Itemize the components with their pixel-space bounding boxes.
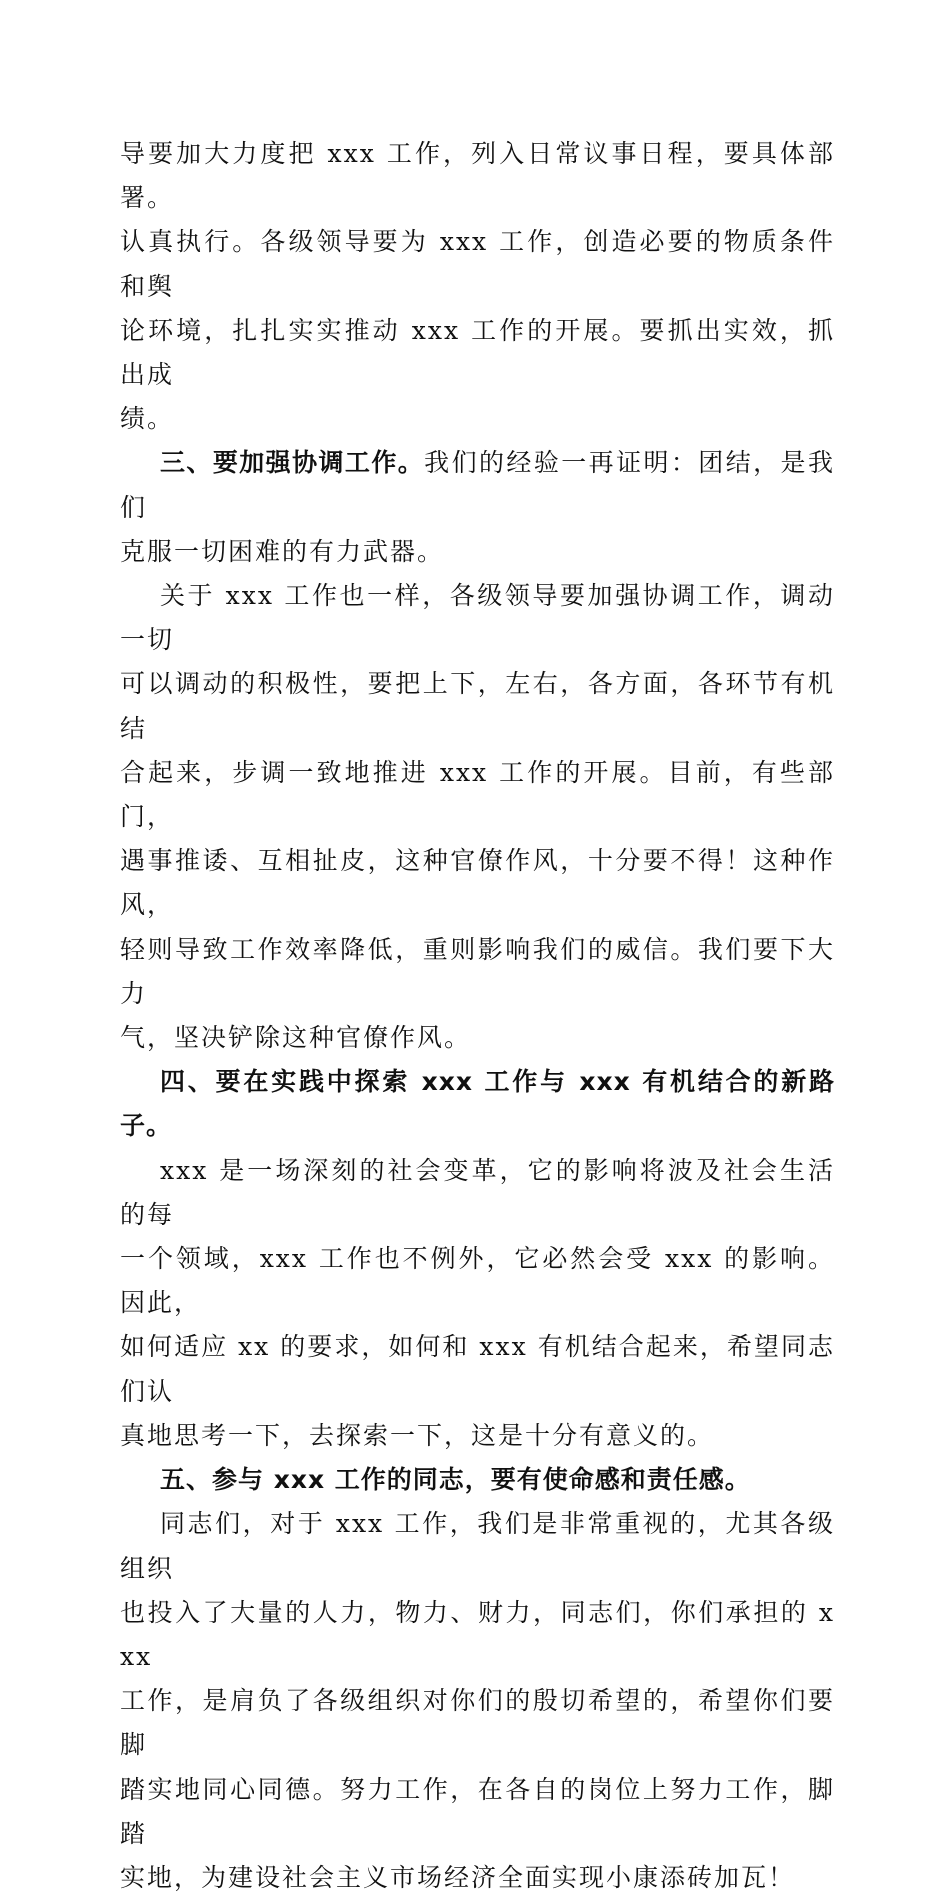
text-line: 工作，是肩负了各级组织对你们的殷切希望的，希望你们要脚	[120, 1686, 835, 1760]
text-line: 论环境，扎扎实实推动 xxx 工作的开展。要抓出实效，抓出成	[120, 315, 835, 390]
text-line: 绩。	[120, 404, 175, 434]
text-line: 我们的经验一再证明：团结，是我们	[120, 448, 835, 522]
paragraph-section-5-body	[120, 1502, 835, 1900]
paragraph-section-3	[120, 441, 835, 574]
text-line: 可以调动的积极性，要把上下，左右，各方面，各环节有机结	[120, 669, 835, 743]
text-line: 同志们，对于 xxx 工作，我们是非常重视的，尤其各级组织	[120, 1509, 835, 1583]
paragraph-section-4-body	[120, 1149, 835, 1458]
text-line: 气，坚决铲除这种官僚作风。	[120, 1023, 472, 1053]
text-line: 如何适应 xx 的要求，如何和 xxx 有机结合起来，希望同志们认	[120, 1332, 835, 1406]
section-heading: 四、要在实践中探索 xxx 工作与 xxx 有机结合的新路子。	[120, 1067, 835, 1141]
text-line: 导要加大力度把 xxx 工作，列入日常议事日程，要具体部署。	[120, 139, 835, 213]
text-line: 合起来，步调一致地推进 xxx 工作的开展。目前，有些部门，	[120, 757, 835, 832]
document-body	[120, 132, 835, 1900]
text-line: 踏实地同心同德。努力工作，在各自的岗位上努力工作，脚踏	[120, 1774, 835, 1848]
text-line: 认真执行。各级领导要为 xxx 工作，创造必要的物质条件和舆	[120, 227, 835, 301]
text-line: 实地，为建设社会主义市场经济全面实现小康添砖加瓦！	[120, 1862, 796, 1892]
paragraph-section-3-body	[120, 574, 835, 1060]
text-line: 一个领域，xxx 工作也不例外，它必然会受 xxx 的影响。因此，	[120, 1244, 835, 1318]
text-line: 轻则导致工作效率降低，重则影响我们的威信。我们要下大力	[120, 934, 835, 1008]
text-line: 真地思考一下，去探索一下，这是十分有意义的。	[120, 1420, 715, 1450]
text-line: 关于 xxx 工作也一样，各级领导要加强协调工作，调动一切	[120, 581, 835, 655]
text-line: xxx 是一场深刻的社会变革，它的影响将波及社会生活的每	[120, 1155, 835, 1229]
paragraph-section-4	[120, 1060, 835, 1148]
text-line: 遇事推诿、互相扯皮，这种官僚作风，十分要不得！这种作风，	[120, 846, 835, 920]
text-line: 也投入了大量的人力，物力、财力，同志们，你们承担的 xxx	[120, 1597, 835, 1671]
paragraph-continuation	[120, 132, 835, 441]
section-heading: 五、参与 xxx 工作的同志，要有使命感和责任感。	[160, 1465, 751, 1495]
paragraph-section-5	[120, 1458, 835, 1502]
section-heading: 三、要加强协调工作。	[160, 448, 425, 478]
text-line: 克服一切困难的有力武器。	[120, 536, 445, 566]
